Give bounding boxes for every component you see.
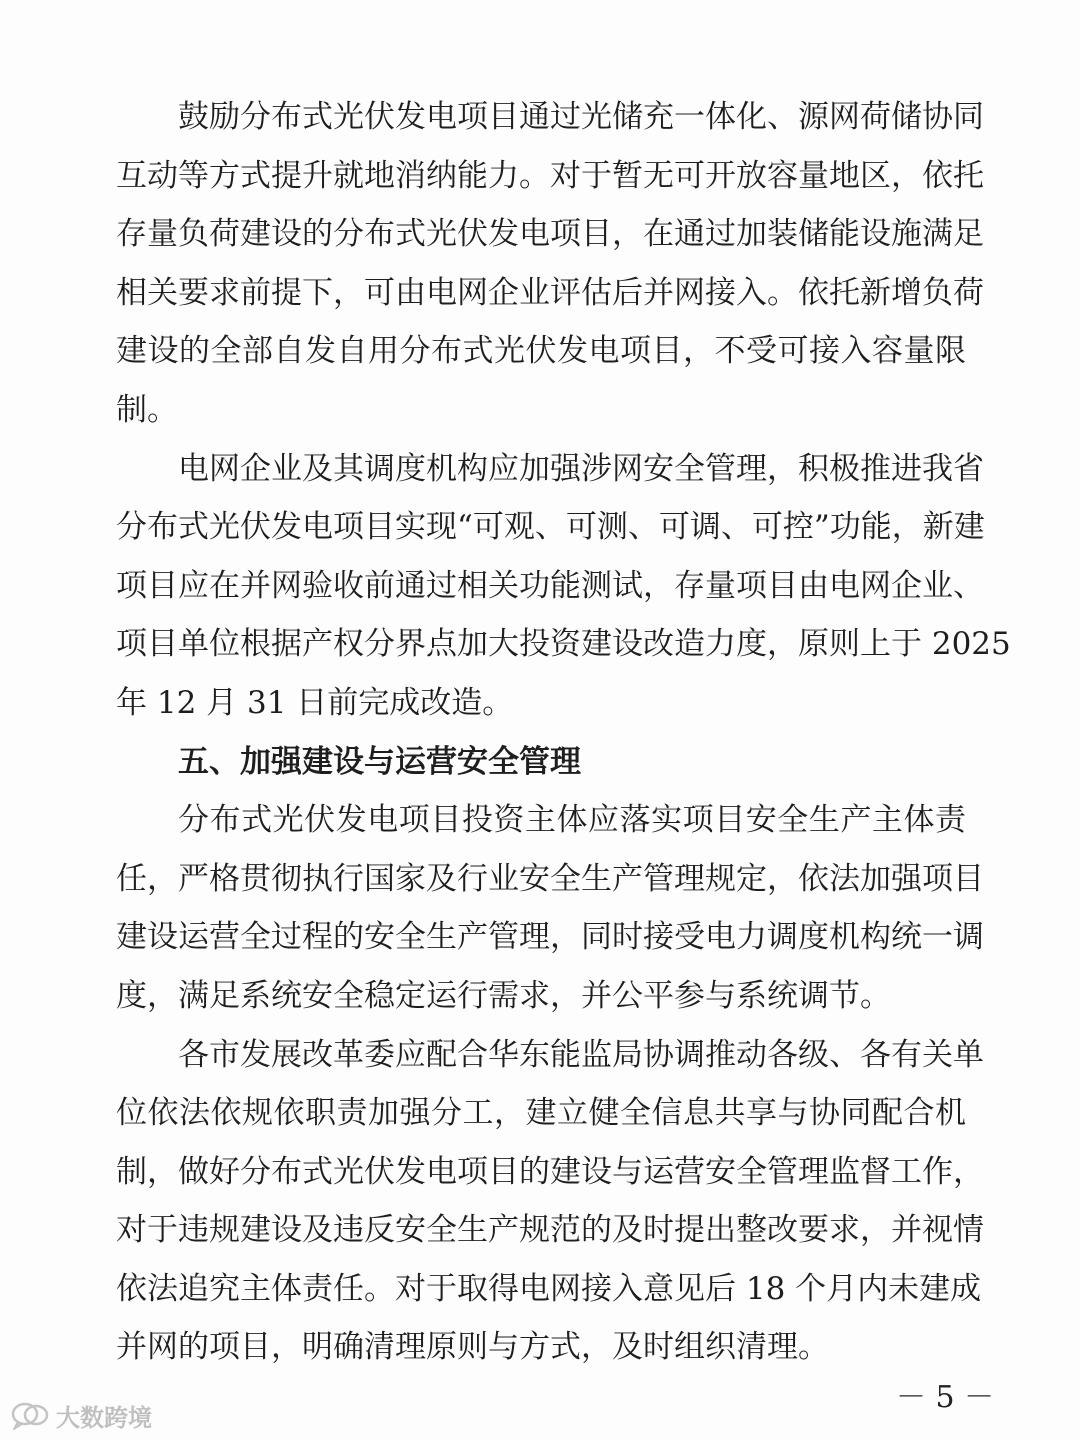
text-line: 依法追究主体责任。对于取得电网接入意见后 18 个月内未建成	[116, 1270, 982, 1307]
text-line: 建设运营全过程的安全生产管理，同时接受电力调度机构统一调	[116, 919, 984, 956]
text-line: 分布式光伏发电项目实现“可观、可测、可调、可控”功能，新建	[116, 509, 985, 546]
text-line: 分布式光伏发电项目投资主体应落实项目安全生产主体责	[178, 802, 966, 839]
watermark-text: 大数跨境	[56, 1403, 152, 1432]
text-line: 相关要求前提下，可由电网企业评估后并网接入。依托新增负荷	[116, 274, 984, 311]
text-line: 项目应在并网验收前通过相关功能测试，存量项目由电网企业、	[116, 567, 984, 604]
section-heading: 五、加强建设与运营安全管理	[178, 743, 581, 780]
text-line: 制。	[116, 391, 178, 428]
text-line: 位依法依规依职责加强分工，建立健全信息共享与协同配合机	[116, 1095, 966, 1132]
text-line: 互动等方式提升就地消纳能力。对于暂无可开放容量地区，依托	[116, 157, 984, 194]
watermark	[10, 1395, 152, 1435]
text-line: 鼓励分布式光伏发电项目通过光储充一体化、源网荷储协同	[178, 99, 984, 135]
text-line: 项目单位根据产权分界点加大投资建设改造力度，原则上于 2025	[116, 626, 1011, 663]
text-line: 建设的全部自发自用分布式光伏发电项目，不受可接入容量限	[116, 333, 966, 370]
speech-bubble-icon	[10, 1400, 50, 1430]
document-body	[116, 88, 1011, 1377]
text-line: 存量负荷建设的分布式光伏发电项目，在通过加装储能设施满足	[116, 216, 984, 253]
text-line: 电网企业及其调度机构应加强涉网安全管理，积极推进我省	[178, 450, 984, 487]
text-line: 任，严格贯彻执行国家及行业安全生产管理规定，依法加强项目	[116, 860, 984, 897]
text-line: 并网的项目，明确清理原则与方式，及时组织清理。	[116, 1329, 829, 1366]
text-line: 年 12 月 31 日前完成改造。	[116, 684, 514, 721]
text-line: 制，做好分布式光伏发电项目的建设与运营安全管理监督工作，	[116, 1153, 984, 1190]
page-number: － 5 －	[896, 1380, 995, 1415]
text-line: 度，满足系统安全稳定运行需求，并公平参与系统调节。	[116, 977, 891, 1014]
text-line: 各市发展改革委应配合华东能监局协调推动各级、各有关单	[178, 1036, 984, 1073]
text-line: 对于违规建设及违反安全生产规范的及时提出整改要求，并视情	[116, 1212, 984, 1249]
